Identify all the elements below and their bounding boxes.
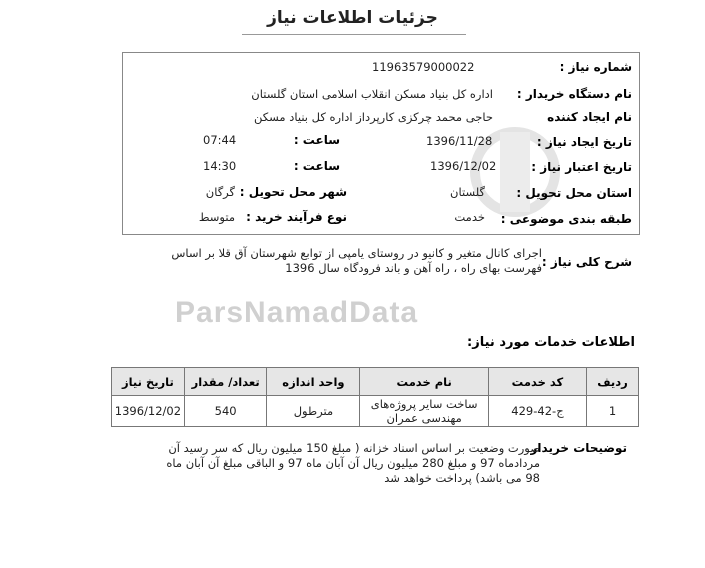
cell-service-code: ج-42-429 [488, 396, 586, 427]
category-value: خدمت [454, 210, 485, 224]
creator-label: نام ایجاد کننده [547, 110, 632, 124]
city-label: شهر محل تحویل : [239, 185, 347, 199]
creator-value: حاجی محمد چرکزی کارپرداز اداره کل بنیاد مسکن [254, 110, 493, 124]
buyer-notes-label: توضیحات خریدار [530, 441, 627, 455]
need-number-value: 11963579000022 [372, 60, 475, 74]
cell-unit: مترطول [267, 396, 360, 427]
cell-quantity: 540 [184, 396, 267, 427]
created-time-label: ساعت : [293, 133, 340, 147]
column-header-need-date: تاریخ نیاز [112, 368, 185, 396]
column-header-unit: واحد اندازه [267, 368, 360, 396]
cell-need-date: 1396/12/02 [112, 396, 185, 427]
need-number-label: شماره نیاز : [559, 60, 632, 74]
buyer-notes-text: صورت وضعیت بر اساس اسناد خزانه ( مبلغ 150 میلیون ریال که سر رسید آن مردادماه 97 و مبلغ 280 میلیون ریال آن آبان ماه 97 و الباقی مبلغ آن آبان ماه 98 می باشد) پرداخت خواهد شد [166, 441, 540, 485]
process-label: نوع فرآیند خرید : [246, 210, 347, 224]
page-title: جزئیات اطلاعات نیاز [267, 8, 438, 28]
province-value: گلستان [450, 185, 485, 199]
services-section-title: اطلاعات خدمات مورد نیاز: [467, 335, 635, 350]
cell-row-number: 1 [586, 396, 638, 427]
valid-time-label: ساعت : [293, 159, 340, 173]
province-label: استان محل تحویل : [516, 186, 632, 200]
table-row [112, 396, 639, 427]
buyer-org-value: اداره کل بنیاد مسکن انقلاب اسلامی استان گلستان [251, 87, 493, 101]
process-value: متوسط [198, 210, 235, 224]
column-header-quantity: تعداد/ مقدار [184, 368, 267, 396]
city-value: گرگان [205, 185, 235, 199]
valid-date-value: 1396/12/02 [430, 159, 497, 173]
column-header-service-code: کد خدمت [488, 368, 586, 396]
column-header-row-number: ردیف [586, 368, 638, 396]
description-label: شرح کلی نیاز : [541, 255, 632, 269]
category-label: طبقه بندی موضوعی : [500, 212, 632, 226]
cell-service-name: ساخت سایر پروژه‌های مهندسی عمران [360, 396, 489, 427]
watermark-text: ParsNamadData [175, 296, 419, 329]
buyer-org-label: نام دستگاه خریدار : [516, 87, 632, 101]
description-text: اجرای کانال متغیر و کانیو در روستای یامپی از توابع شهرستان آق قلا بر اساس فهرست بهای راه ، راه آهن و باند فرودگاه سال 1396 [171, 246, 542, 275]
created-date-value: 1396/11/28 [426, 134, 493, 148]
valid-date-label: تاریخ اعتبار نیاز : [531, 160, 632, 174]
services-table [111, 367, 639, 427]
created-date-label: تاریخ ایجاد نیاز : [536, 135, 632, 149]
valid-time-value: 14:30 [203, 159, 237, 173]
title-divider [242, 34, 466, 35]
created-time-value: 07:44 [203, 133, 237, 147]
column-header-service-name: نام خدمت [360, 368, 489, 396]
services-header-row [112, 368, 639, 396]
